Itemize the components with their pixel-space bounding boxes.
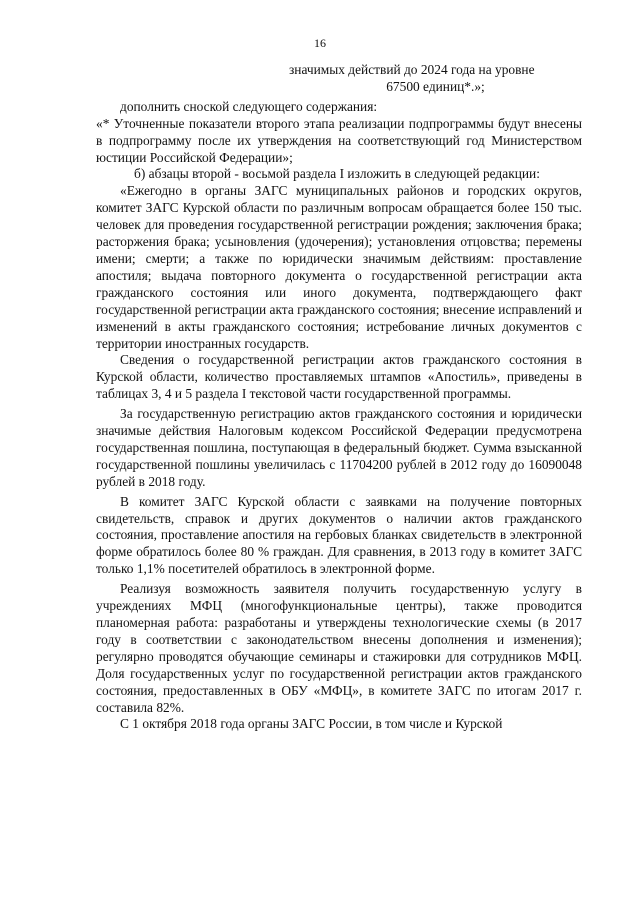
paragraph-electronic-requests: В комитет ЗАГС Курской области с заявками на получение повторных свидетельств, справок и других документов о наличии актов гражданского состояния, проставление апостиля на гербовых бланках свидетельств в электронной форме обратилось более 80 % граждан. Для сравнения, в 2013 году в комитет ЗАГС только 1,1% посетителей обратилось в электронной форме. [96,493,582,577]
paragraph-annual-registrations: «Ежегодно в органы ЗАГС муниципальных районов и городских округов, комитет ЗАГС Курской области по различным вопросам обращается более 150 тыс. человек для проведения государственной регистрации рождения; заключения брака; расторжения брака; усыновления (удочерения); установления отцовства; перемены имени; смерти; а также по юридически значимым действиям: проставление апостиля; выдача повторного документа о государственной регистрации акта гражданского состояния или иного документа, подтверждающего факт государственной регистрации акта гражданского состояния; внесение исправлений и изменений в акты гражданского состояния; истребование личных документов с территории иностранных государств. [96,183,582,351]
page-number: 16 [314,36,326,50]
paragraph-amendment: б) абзацы второй - восьмой раздела I изложить в следующей редакции: [134,166,540,182]
paragraph-statistics-reference: Сведения о государственной регистрации актов гражданского состояния в Курской области, количество проставляемых штампов «Апостиль», приведены в таблицах 3, 4 и 5 раздела I текстовой части государственной программы. [96,352,582,402]
paragraph-mfc: Реализуя возможность заявителя получить государственную услугу в учреждениях МФЦ (многофункциональные центры), также проводится планомерная работа: разработаны и утверждены технологические схемы (в 2017 году в соответствии с законодательством внесены дополнения и изменения); регулярно проводятся обучающие семинары и стажировки для сотрудников МФЦ. Доля государственных услуг по государственной регистрации актов гражданского состояния, предоставленных в ОБУ «МФЦ», в комитете ЗАГС по итогам 2017 г. составила 82%. [96,581,582,715]
continued-line: значимых действий до 2024 года на уровне [289,62,535,77]
continued-line-end: 67500 единиц*.»; [386,78,485,94]
paragraph-footnote-intro: дополнить сноской следующего содержания: [120,98,378,114]
paragraph-state-duty: За государственную регистрацию актов гражданского состояния и юридически значимые действия Налоговым кодексом Российской Федерации предусмотрена государственная пошлина, поступающая в федеральный бюджет. Сумма взысканной государственной пошлины увеличилась с 11704200 рублей в 2012 году до 16090048 рублей в 2018 году. [96,406,582,489]
paragraph-continued: С 1 октября 2018 года органы ЗАГС России, в том числе и Курской [120,716,503,732]
paragraph-footnote-text: «* Уточненные показатели второго этапа реализации подпрограммы будут внесены в подпрограмму после их утверждения на соответствующий год Министерством юстиции Российской Федерации»; [96,115,582,165]
document-body [96,62,582,733]
